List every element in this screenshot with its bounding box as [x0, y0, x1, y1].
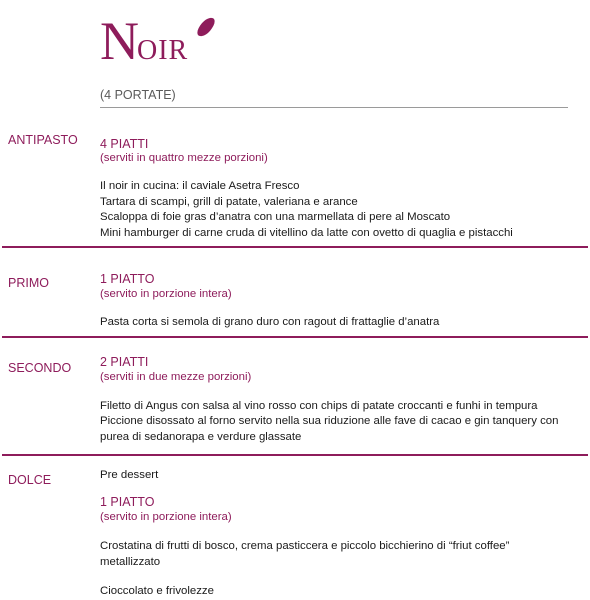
logo-initial: N: [100, 11, 139, 71]
dish-count: 2 PIATTI: [100, 355, 149, 369]
portion-note: (serviti in quattro mezze porzioni): [100, 152, 268, 164]
dish-item: Mini hamburger di carne cruda di vitellino da latte con ovetto di quaglia e pistacchi: [100, 227, 513, 239]
portion-note: (servito in porzione intera): [100, 288, 232, 300]
dish-item: Filetto di Angus con salsa al vino rosso con chips di patate croccanti e funhi in tempura: [100, 400, 538, 412]
section-divider: [2, 454, 588, 456]
logo: [100, 11, 189, 71]
dish-count: 1 PIATTO: [100, 272, 155, 286]
dish-count: 4 PIATTI: [100, 137, 149, 151]
dish-item: purea di sedanorapa e verdure glassate: [100, 431, 302, 443]
section-label-primo: PRIMO: [8, 276, 49, 290]
dish-item: Pasta corta si semola di grano duro con ragout di frattaglie d’anatra: [100, 316, 440, 328]
logo-rest: OIR: [137, 35, 189, 66]
logo-accent-icon: [196, 14, 217, 39]
header-divider: [100, 107, 568, 108]
portion-note: (servito in porzione intera): [100, 511, 232, 523]
pre-dessert: Pre dessert: [100, 469, 159, 481]
dish-count: 1 PIATTO: [100, 495, 155, 509]
section-label-secondo: SECONDO: [8, 361, 72, 375]
dish-item: Piccione disossato al forno servito nella sua riduzione alle fave di cacao e gin tanquery con: [100, 415, 559, 427]
course-count-subtitle: (4 PORTATE): [100, 88, 176, 102]
section-divider: [2, 336, 588, 338]
dish-item: metallizzato: [100, 556, 161, 568]
dish-item: Il noir in cucina: il caviale Asetra Fresco: [100, 180, 300, 192]
section-label-antipasto: ANTIPASTO: [8, 133, 78, 147]
dish-item: Cioccolato e frivolezze: [100, 585, 214, 597]
portion-note: (serviti in due mezze porzioni): [100, 371, 252, 383]
section-label-dolce: DOLCE: [8, 473, 52, 487]
dish-item: Scaloppa di foie gras d’anatra con una marmellata di pere al Moscato: [100, 211, 451, 223]
dish-item: Tartara di scampi, grill di patate, valeriana e arance: [100, 196, 358, 208]
section-divider: [2, 246, 588, 248]
dish-item: Crostatina di frutti di bosco, crema pasticcera e piccolo bicchierino di “friut coffee”: [100, 540, 510, 552]
